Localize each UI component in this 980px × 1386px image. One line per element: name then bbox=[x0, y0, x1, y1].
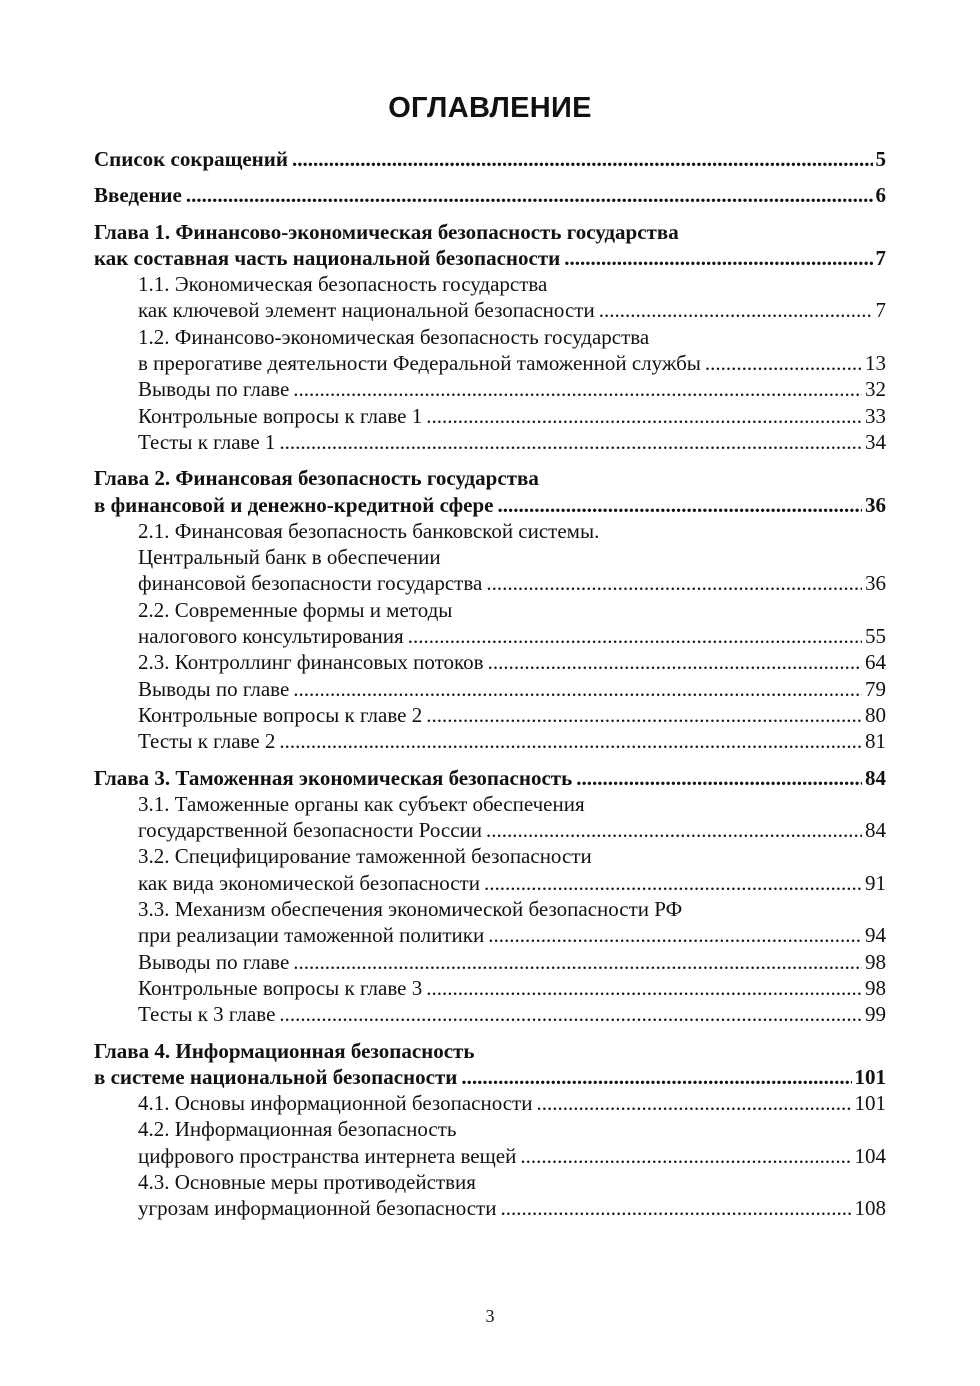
toc-page-number: 101 bbox=[854, 1064, 886, 1089]
toc-entry-text: финансовой безопасности государства bbox=[138, 571, 483, 596]
toc-page-number: 99 bbox=[865, 1002, 886, 1027]
toc-entry-text: Глава 3. Таможенная экономическая безопасность bbox=[94, 765, 573, 790]
toc-section-entry[interactable] bbox=[94, 429, 886, 455]
toc-dot-leader bbox=[293, 676, 862, 702]
toc-entry-text: в прерогативе деятельности Федеральной таможенной службы bbox=[138, 351, 701, 376]
toc-entry-line bbox=[138, 896, 886, 922]
toc-chapter-entry[interactable] bbox=[94, 146, 886, 172]
toc-dot-leader bbox=[705, 350, 862, 376]
toc-dot-leader bbox=[488, 922, 862, 948]
table-of-contents bbox=[94, 146, 886, 1222]
toc-page-number: 84 bbox=[865, 765, 886, 790]
toc-entry-text: 2.1. Финансовая безопасность банковской системы. bbox=[138, 518, 600, 543]
toc-chapter-entry[interactable] bbox=[94, 765, 886, 791]
toc-section-entry[interactable] bbox=[94, 324, 886, 377]
page-title: ОГЛАВЛЕНИЕ bbox=[388, 92, 592, 124]
toc-entry-line bbox=[138, 544, 886, 570]
toc-dot-leader bbox=[486, 817, 862, 843]
toc-dot-leader bbox=[461, 1064, 851, 1090]
toc-entry-text: налогового консультирования bbox=[138, 624, 404, 649]
toc-entry-text: 4.1. Основы информационной безопасности bbox=[138, 1091, 533, 1116]
toc-section-entry[interactable] bbox=[94, 975, 886, 1001]
toc-entry-line bbox=[138, 271, 886, 297]
toc-entry-text: угрозам информационной безопасности bbox=[138, 1196, 497, 1221]
toc-entry-line bbox=[94, 765, 886, 791]
toc-entry-line bbox=[138, 728, 886, 754]
toc-entry-line bbox=[94, 245, 886, 271]
toc-chapter-entry[interactable] bbox=[94, 465, 886, 518]
toc-page-number: 36 bbox=[865, 571, 886, 596]
toc-page-number: 84 bbox=[865, 818, 886, 843]
toc-section-entry[interactable] bbox=[94, 1001, 886, 1027]
toc-dot-leader bbox=[520, 1143, 851, 1169]
toc-entry-text: 2.3. Контроллинг финансовых потоков bbox=[138, 650, 484, 675]
toc-entry-text: Тесты к главе 2 bbox=[138, 729, 276, 754]
toc-dot-leader bbox=[576, 765, 862, 791]
toc-section-entry[interactable] bbox=[94, 1116, 886, 1169]
toc-page-number: 7 bbox=[875, 298, 886, 323]
toc-entry-text: Контрольные вопросы к главе 1 bbox=[138, 403, 423, 428]
toc-dot-leader bbox=[408, 623, 862, 649]
toc-section-entry[interactable] bbox=[94, 271, 886, 324]
toc-section-entry[interactable] bbox=[94, 597, 886, 650]
toc-entry-text: государственной безопасности России bbox=[138, 818, 482, 843]
toc-entry-text: Выводы по главе bbox=[138, 676, 290, 701]
toc-entry-text: Список сокращений bbox=[94, 147, 288, 171]
toc-entry-text: 3.1. Таможенные органы как субъект обеспечения bbox=[138, 791, 585, 816]
toc-entry-text: 1.1. Экономическая безопасность государства bbox=[138, 272, 548, 297]
toc-page-number: 79 bbox=[865, 676, 886, 701]
toc-entry-line bbox=[138, 1143, 886, 1169]
toc-section-entry[interactable] bbox=[94, 1169, 886, 1222]
toc-entry-text: Контрольные вопросы к главе 2 bbox=[138, 702, 423, 727]
toc-entry-line bbox=[138, 975, 886, 1001]
toc-dot-leader bbox=[500, 1195, 851, 1221]
toc-entry-text: цифрового пространства интернета вещей bbox=[138, 1143, 517, 1168]
toc-dot-leader bbox=[279, 728, 862, 754]
toc-entry-line bbox=[138, 623, 886, 649]
toc-entry-text: в финансовой и денежно-кредитной сфере bbox=[94, 492, 494, 517]
toc-dot-leader bbox=[186, 182, 873, 208]
toc-entry-line bbox=[94, 146, 886, 172]
toc-page-number: 80 bbox=[865, 702, 886, 727]
toc-dot-leader bbox=[564, 245, 872, 271]
toc-entry-line bbox=[138, 843, 886, 869]
toc-page-number: 108 bbox=[854, 1196, 886, 1221]
toc-entry-line bbox=[138, 518, 886, 544]
toc-page-number: 81 bbox=[865, 729, 886, 754]
toc-dot-leader bbox=[426, 702, 862, 728]
toc-entry-text: 2.2. Современные формы и методы bbox=[138, 597, 453, 622]
toc-chapter-entry[interactable] bbox=[94, 219, 886, 272]
toc-entry-text: Глава 4. Информационная безопасность bbox=[94, 1038, 475, 1063]
toc-section-entry[interactable] bbox=[94, 403, 886, 429]
toc-chapter-entry[interactable] bbox=[94, 182, 886, 208]
toc-section-entry[interactable] bbox=[94, 676, 886, 702]
toc-entry-text: как вида экономической безопасности bbox=[138, 870, 480, 895]
toc-dot-leader bbox=[599, 297, 873, 323]
toc-entry-text: 3.3. Механизм обеспечения экономической безопасности РФ bbox=[138, 897, 683, 922]
toc-dot-leader bbox=[536, 1090, 851, 1116]
toc-page-number: 98 bbox=[865, 949, 886, 974]
toc-page-number: 32 bbox=[865, 377, 886, 402]
toc-entry-text: как составная часть национальной безопасности bbox=[94, 245, 561, 270]
toc-entry-line bbox=[138, 324, 886, 350]
toc-page-number: 104 bbox=[854, 1143, 886, 1168]
toc-entry-line bbox=[94, 1064, 886, 1090]
toc-page-number: 101 bbox=[854, 1091, 886, 1116]
toc-section-entry[interactable] bbox=[94, 376, 886, 402]
toc-entry-text: Выводы по главе bbox=[138, 377, 290, 402]
toc-entry-text: в системе национальной безопасности bbox=[94, 1064, 458, 1089]
toc-entry-text: Тесты к главе 1 bbox=[138, 429, 276, 454]
toc-entry-text: Глава 2. Финансовая безопасность государства bbox=[94, 466, 539, 491]
toc-entry-text: Введение bbox=[94, 183, 182, 208]
toc-entry-line bbox=[138, 922, 886, 948]
toc-entry-line bbox=[138, 1116, 886, 1142]
toc-page-number: 33 bbox=[865, 403, 886, 428]
toc-entry-line bbox=[138, 817, 886, 843]
toc-section-entry[interactable] bbox=[94, 702, 886, 728]
toc-page-number: 94 bbox=[865, 923, 886, 948]
toc-entry-line bbox=[138, 702, 886, 728]
toc-entry-text: 1.2. Финансово-экономическая безопасность государства bbox=[138, 324, 650, 349]
toc-page-number: 5 bbox=[875, 147, 886, 171]
toc-dot-leader bbox=[486, 570, 862, 596]
toc-page-number: 55 bbox=[865, 624, 886, 649]
toc-entry-line bbox=[138, 597, 886, 623]
toc-dot-leader bbox=[293, 376, 862, 402]
toc-page-number: 91 bbox=[865, 870, 886, 895]
toc-entry-line bbox=[94, 1038, 886, 1064]
toc-dot-leader bbox=[484, 870, 862, 896]
toc-page-number: 64 bbox=[865, 650, 886, 675]
toc-page-number: 13 bbox=[865, 351, 886, 376]
toc-entry-text: 4.2. Информационная безопасность bbox=[138, 1117, 457, 1142]
toc-entry-line bbox=[138, 676, 886, 702]
toc-entry-line bbox=[138, 870, 886, 896]
toc-entry-text: как ключевой элемент национальной безопасности bbox=[138, 298, 595, 323]
toc-dot-leader bbox=[279, 429, 862, 455]
toc-page-number: 36 bbox=[865, 492, 886, 517]
toc-chapter-entry[interactable] bbox=[94, 1038, 886, 1091]
toc-section-entry[interactable] bbox=[94, 896, 886, 949]
toc-page-number: 34 bbox=[865, 429, 886, 454]
toc-entry-text: 3.2. Специфицирование таможенной безопасности bbox=[138, 844, 592, 869]
toc-entry-line bbox=[94, 182, 886, 208]
toc-entry-line bbox=[138, 1169, 886, 1195]
toc-dot-leader bbox=[426, 975, 862, 1001]
toc-entry-line bbox=[138, 570, 886, 596]
toc-entry-line bbox=[138, 403, 886, 429]
toc-dot-leader bbox=[279, 1001, 862, 1027]
toc-page-number: 7 bbox=[875, 245, 886, 270]
toc-entry-text: Центральный банк в обеспечении bbox=[138, 545, 441, 570]
toc-entry-line bbox=[138, 1195, 886, 1221]
toc-entry-text: Контрольные вопросы к главе 3 bbox=[138, 975, 423, 1000]
toc-dot-leader bbox=[293, 949, 862, 975]
toc-entry-line bbox=[94, 492, 886, 518]
toc-entry-line bbox=[138, 350, 886, 376]
toc-section-entry[interactable] bbox=[94, 649, 886, 675]
toc-entry-line bbox=[138, 1090, 886, 1116]
toc-page-number: 6 bbox=[875, 183, 886, 208]
toc-entry-line bbox=[138, 429, 886, 455]
toc-section-entry[interactable] bbox=[94, 728, 886, 754]
toc-section-entry[interactable] bbox=[94, 1090, 886, 1116]
toc-entry-line bbox=[138, 297, 886, 323]
toc-entry-line bbox=[138, 1001, 886, 1027]
toc-entry-line bbox=[94, 219, 886, 245]
toc-entry-text: 4.3. Основные меры противодействия bbox=[138, 1169, 476, 1194]
toc-section-entry[interactable] bbox=[94, 843, 886, 896]
toc-section-entry[interactable] bbox=[94, 949, 886, 975]
toc-entry-text: при реализации таможенной политики bbox=[138, 923, 485, 948]
toc-dot-leader bbox=[498, 492, 862, 518]
toc-entry-text: Глава 1. Финансово-экономическая безопасность государства bbox=[94, 219, 679, 244]
toc-entry-line bbox=[138, 376, 886, 402]
toc-page-number: 98 bbox=[865, 975, 886, 1000]
toc-dot-leader bbox=[426, 403, 862, 429]
toc-entry-line bbox=[138, 949, 886, 975]
toc-entry-line bbox=[94, 465, 886, 491]
page-number: 3 bbox=[485, 1306, 495, 1326]
toc-entry-line bbox=[138, 649, 886, 675]
toc-section-entry[interactable] bbox=[94, 518, 886, 597]
toc-entry-text: Тесты к 3 главе bbox=[138, 1002, 276, 1027]
toc-dot-leader bbox=[488, 649, 862, 675]
toc-entry-line bbox=[138, 791, 886, 817]
toc-section-entry[interactable] bbox=[94, 791, 886, 844]
toc-dot-leader bbox=[292, 146, 873, 172]
toc-entry-text: Выводы по главе bbox=[138, 949, 290, 974]
